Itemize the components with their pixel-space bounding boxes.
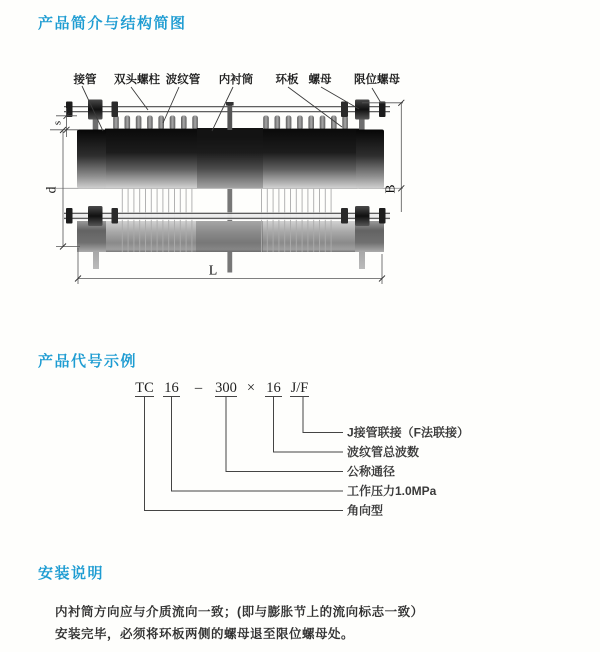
- part-label-ring-plate: 环板: [275, 74, 299, 86]
- bellows-body: [77, 128, 384, 188]
- code-annotation-connection: J接管联接（F法联接）: [347, 425, 470, 440]
- part-label-pipe-end: 接管: [73, 74, 97, 86]
- structure-diagram: [40, 65, 465, 335]
- part-label-limit-nut: 限位螺母: [354, 74, 400, 86]
- code-annotation-type: 角向型: [347, 503, 384, 518]
- code-segment-diameter: 300: [215, 380, 237, 396]
- code-annotation-waves: 波纹管总波数: [347, 445, 420, 459]
- code-segment-dash: –: [194, 380, 203, 396]
- dim-label-L: L: [208, 263, 218, 279]
- part-label-bellows: 波纹管: [165, 74, 201, 86]
- section-title-intro: 产品简介与结构简图: [38, 15, 187, 32]
- dim-label-d: d: [43, 186, 59, 194]
- tie-rod-top: [64, 100, 390, 131]
- code-tree-diagram: [130, 380, 490, 528]
- code-annotation-diameter: 公称通径: [347, 464, 396, 479]
- code-segment-pressure: 16: [164, 380, 179, 396]
- section-title-code: 产品代号示例: [38, 353, 138, 370]
- code-segment-waves: 16: [266, 380, 281, 396]
- dim-label-B: B: [382, 184, 398, 194]
- install-instruction-line1: 内衬筒方向应与介质流向一致；(即与膨胀节上的流向标志一致）: [55, 605, 424, 619]
- code-annotation-pressure: 工作压力1.0MPa: [347, 484, 437, 498]
- dim-label-s: s: [51, 120, 64, 126]
- part-label-stud-bolt: 双头螺柱: [114, 74, 160, 86]
- code-segment-times: ×: [246, 380, 256, 396]
- code-segment-connection: J/F: [290, 380, 309, 396]
- code-connector-lines: [135, 397, 343, 511]
- part-label-inner-sleeve: 内衬筒: [218, 74, 254, 86]
- code-segment-type: TC: [135, 380, 154, 396]
- section-title-install: 安装说明: [38, 565, 105, 582]
- part-label-nut: 螺母: [308, 74, 332, 86]
- install-instruction-line2: 安装完毕，必须将环板两侧的螺母退至限位螺母处。: [55, 627, 355, 641]
